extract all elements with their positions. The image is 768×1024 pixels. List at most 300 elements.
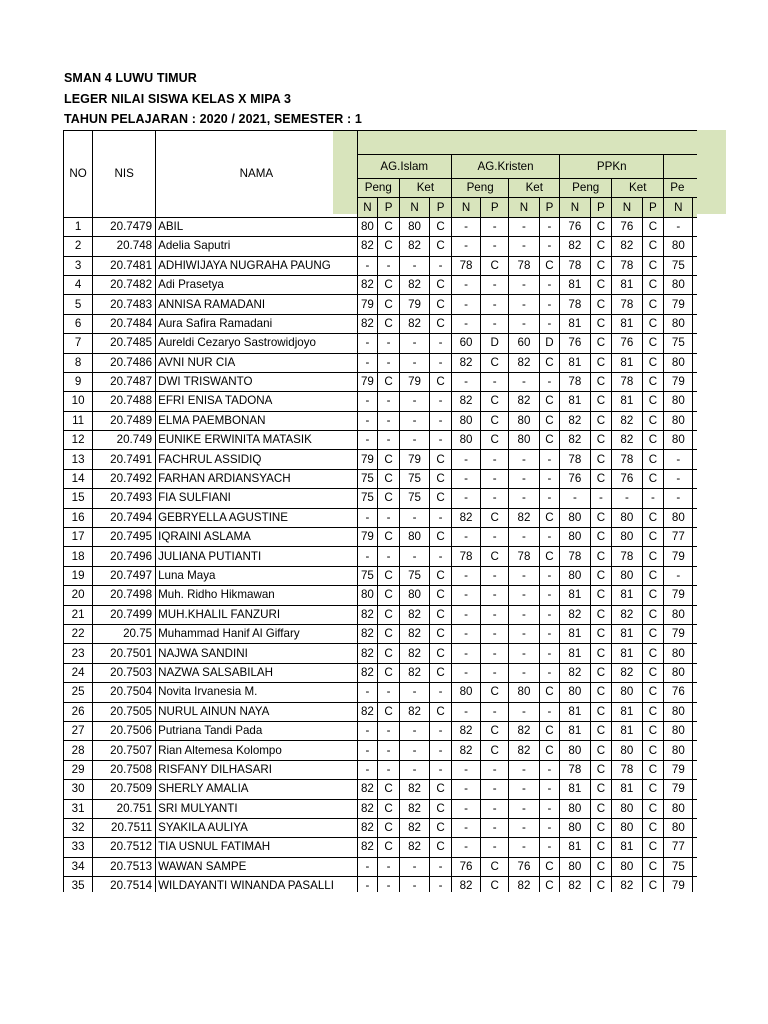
cell-nama: Putriana Tandi Pada [156,721,358,740]
cell-no: 33 [64,838,93,857]
cell-no: 10 [64,392,93,411]
cell-grade: - [539,702,560,721]
cell-grade: 82 [451,877,480,892]
cell-grade: 81 [560,838,590,857]
cell-grade: - [430,392,452,411]
cell-grade: 82 [399,818,429,837]
cell-grade: - [509,586,539,605]
cell-nis: 20.7513 [93,857,156,876]
cell-nama: Adelia Saputri [156,237,358,256]
cell-grade: - [399,508,429,527]
cell-grade: - [539,644,560,663]
table-row [64,237,698,256]
cell-blank [693,547,697,566]
cell-grade: 82 [451,353,480,372]
col-header-n: N [509,198,539,217]
table-row [64,528,698,547]
table-row [64,334,698,353]
cell-grade: - [481,489,509,508]
cell-grade: - [399,256,429,275]
cell-grade: - [481,799,509,818]
cell-grade: 75 [357,489,378,508]
cell-grade: 60 [451,334,480,353]
cell-grade: - [378,392,400,411]
cell-grade: - [509,450,539,469]
cell-grade: 82 [560,663,590,682]
cell-grade: C [378,624,400,643]
cell-grade: C [539,877,560,892]
cell-grade: - [399,411,429,430]
cell-grade: C [430,605,452,624]
cell-grade: - [539,275,560,294]
cell-grade: 78 [612,372,642,391]
cell-grade: C [378,780,400,799]
cell-grade: C [481,256,509,275]
cell-grade: 80 [612,741,642,760]
cell-grade: C [539,683,560,702]
cell-grade: - [451,295,480,314]
cell-grade: 82 [357,838,378,857]
cell-grade: - [509,469,539,488]
cell-grade: - [357,411,378,430]
cell-grade: - [451,314,480,333]
cell-grade: C [590,237,612,256]
cell-grade: C [590,469,612,488]
cell-grade: - [357,431,378,450]
cell-grade: C [378,528,400,547]
cell-no: 19 [64,566,93,585]
cell-grade: - [399,877,429,892]
cell-grade: C [378,314,400,333]
cell-grade: C [481,683,509,702]
cell-grade: 82 [509,392,539,411]
cell-grade: C [642,275,664,294]
cell-grade: C [590,566,612,585]
cell-grade: - [399,392,429,411]
cell-nama: DWI TRISWANTO [156,372,358,391]
cell-grade: C [590,683,612,702]
document-title: LEGER NILAI SISWA KELAS X MIPA 3 [64,92,292,106]
cell-nama: Novita Irvanesia M. [156,683,358,702]
cell-no: 17 [64,528,93,547]
cell-grade: - [451,372,480,391]
cell-grade: C [642,411,664,430]
cell-blank [693,295,697,314]
cell-grade: 80 [664,702,693,721]
cell-grade: 78 [451,256,480,275]
cell-blank [693,275,697,294]
cell-grade: 82 [357,275,378,294]
cell-blank [693,721,697,740]
subject-header-ag-kristen: AG.Kristen [451,155,559,179]
cell-blank [693,256,697,275]
cell-grade: C [590,838,612,857]
cell-grade: 82 [560,411,590,430]
cell-grade: 78 [560,372,590,391]
cell-grade: - [539,799,560,818]
cell-grade: 81 [612,780,642,799]
cell-nama: GEBRYELLA AGUSTINE [156,508,358,527]
cell-grade: - [481,780,509,799]
cell-grade: C [539,392,560,411]
cell-grade: - [357,857,378,876]
cell-blank [693,838,697,857]
cell-grade: 80 [664,741,693,760]
cell-grade: - [481,644,509,663]
cell-grade: C [378,663,400,682]
cell-grade: 82 [399,624,429,643]
cell-grade: 81 [560,314,590,333]
cell-grade: - [539,624,560,643]
cell-grade: 81 [612,353,642,372]
cell-nama: SYAKILA AULIYA [156,818,358,837]
sub-header-ket: Ket [509,179,560,198]
cell-no: 4 [64,275,93,294]
cell-nama: Muh. Ridho Hikmawan [156,586,358,605]
cell-grade: 80 [664,411,693,430]
cell-grade: C [642,624,664,643]
cell-nis: 20.7493 [93,489,156,508]
cell-grade: - [481,469,509,488]
cell-grade: - [481,663,509,682]
cell-grade: - [378,741,400,760]
cell-grade: C [378,237,400,256]
cell-grade: C [430,489,452,508]
cell-no: 3 [64,256,93,275]
cell-grade: C [590,857,612,876]
cell-grade: C [590,547,612,566]
cell-grade: C [642,663,664,682]
cell-grade: 82 [560,605,590,624]
cell-nama: EFRI ENISA TADONA [156,392,358,411]
cell-nama: NAJWA SANDINI [156,644,358,663]
cell-nis: 20.7498 [93,586,156,605]
cell-grade: 80 [664,431,693,450]
table-row [64,275,698,294]
cell-grade: 81 [612,275,642,294]
cell-grade: C [590,353,612,372]
cell-grade: - [430,760,452,779]
cell-no: 13 [64,450,93,469]
table-row [64,256,698,275]
sub-header-peng: Peng [357,179,399,198]
cell-grade: 80 [612,857,642,876]
cell-grade: C [430,314,452,333]
cell-grade: C [642,780,664,799]
cell-nama: Adi Prasetya [156,275,358,294]
cell-grade: 82 [612,605,642,624]
subject-header-ppkn: PPKn [560,155,664,179]
cell-grade: - [451,799,480,818]
cell-nama: FARHAN ARDIANSYACH [156,469,358,488]
cell-grade: 80 [357,586,378,605]
cell-no: 7 [64,334,93,353]
table-row [64,450,698,469]
cell-grade: - [451,760,480,779]
cell-blank [693,624,697,643]
cell-no: 21 [64,605,93,624]
cell-grade: 78 [560,256,590,275]
cell-grade: C [590,256,612,275]
cell-grade: - [509,528,539,547]
col-header-p: P [481,198,509,217]
cell-grade: C [590,644,612,663]
cell-grade: 80 [664,353,693,372]
cell-grade: C [590,741,612,760]
cell-grade: - [664,566,693,585]
cell-nama: ABIL [156,217,358,236]
cell-grade: - [539,372,560,391]
cell-grade: 82 [399,663,429,682]
cell-grade: 75 [357,469,378,488]
cell-grade: 82 [357,663,378,682]
cell-no: 30 [64,780,93,799]
cell-nama: MUH.KHALIL FANZURI [156,605,358,624]
cell-grade: 78 [612,450,642,469]
cell-grade: - [539,566,560,585]
cell-grade: 80 [509,411,539,430]
cell-grade: C [378,799,400,818]
cell-nama: RISFANY DILHASARI [156,760,358,779]
sub-header-ket: Ket [612,179,664,198]
cell-grade: 80 [664,605,693,624]
col-header-n: N [664,198,693,217]
cell-grade: - [451,624,480,643]
cell-grade: - [590,489,612,508]
cell-grade: - [642,489,664,508]
cell-grade: - [357,683,378,702]
cell-grade: - [378,508,400,527]
sub-header-pe: Pe [664,179,697,198]
cell-no: 11 [64,411,93,430]
cell-grade: C [430,450,452,469]
cell-grade: 80 [612,528,642,547]
cell-grade: C [590,508,612,527]
cell-grade: 81 [560,780,590,799]
cell-grade: C [590,392,612,411]
table-row [64,489,698,508]
cell-grade: C [642,818,664,837]
cell-grade: - [509,314,539,333]
cell-grade: - [560,489,590,508]
cell-grade: - [451,528,480,547]
cell-grade: C [642,877,664,892]
cell-grade: C [430,528,452,547]
cell-grade: C [430,818,452,837]
cell-grade: - [399,353,429,372]
cell-grade: 80 [664,392,693,411]
cell-grade: - [481,295,509,314]
cell-nama: Rian Altemesa Kolompo [156,741,358,760]
cell-grade: C [481,857,509,876]
cell-blank [693,857,697,876]
cell-grade: C [642,353,664,372]
cell-grade: 81 [612,586,642,605]
school-name: SMAN 4 LUWU TIMUR [64,71,197,85]
cell-no: 1 [64,217,93,236]
cell-nis: 20.7485 [93,334,156,353]
table-row [64,702,698,721]
cell-grade: 80 [612,683,642,702]
cell-grade: 81 [612,392,642,411]
table-row [64,314,698,333]
cell-grade: - [430,721,452,740]
cell-grade: 80 [664,275,693,294]
cell-grade: 80 [399,217,429,236]
table-row [64,838,698,857]
cell-blank [693,450,697,469]
cell-grade: C [590,217,612,236]
col-header-n: N [357,198,378,217]
table-row [64,392,698,411]
cell-nis: 20.7514 [93,877,156,892]
cell-no: 8 [64,353,93,372]
cell-grade: 78 [612,295,642,314]
cell-grade: - [539,760,560,779]
cell-nis: 20.7492 [93,469,156,488]
cell-grade: C [539,721,560,740]
cell-grade: - [430,508,452,527]
cell-grade: C [430,566,452,585]
cell-grade: C [590,799,612,818]
cell-grade: - [539,838,560,857]
col-header-nama: NAMA [156,131,358,218]
cell-grade: 82 [399,702,429,721]
cell-grade: - [539,217,560,236]
cell-grade: C [378,469,400,488]
cell-grade: 79 [664,780,693,799]
cell-no: 9 [64,372,93,391]
cell-grade: 82 [399,838,429,857]
cell-nis: 20.7483 [93,295,156,314]
cell-grade: - [378,760,400,779]
cell-nama: FACHRUL ASSIDIQ [156,450,358,469]
cell-grade: C [430,644,452,663]
cell-grade: - [509,605,539,624]
cell-grade: 60 [509,334,539,353]
cell-grade: 81 [560,586,590,605]
cell-grade: 82 [560,431,590,450]
cell-nis: 20.7484 [93,314,156,333]
cell-grade: 80 [664,314,693,333]
cell-nis: 20.7482 [93,275,156,294]
cell-grade: - [399,760,429,779]
cell-grade: 76 [451,857,480,876]
cell-blank [693,314,697,333]
cell-grade: - [612,489,642,508]
cell-grade: C [642,644,664,663]
cell-grade: C [539,857,560,876]
cell-grade: 81 [560,644,590,663]
cell-grade: - [509,663,539,682]
cell-grade: C [590,450,612,469]
cell-grade: 79 [357,372,378,391]
cell-grade: 75 [664,334,693,353]
cell-grade: - [509,372,539,391]
cell-grade: C [642,683,664,702]
cell-grade: - [481,372,509,391]
cell-grade: - [509,702,539,721]
cell-grade: 78 [612,256,642,275]
cell-blank [693,508,697,527]
cell-grade: 75 [399,469,429,488]
cell-grade: - [539,663,560,682]
cell-no: 32 [64,818,93,837]
cell-grade: 79 [664,877,693,892]
cell-grade: C [642,838,664,857]
cell-grade: 79 [664,372,693,391]
col-header-p: P [539,198,560,217]
cell-nis: 20.7486 [93,353,156,372]
cell-grade: C [430,838,452,857]
cell-grade: C [378,217,400,236]
cell-nama: TIA USNUL FATIMAH [156,838,358,857]
cell-grade: - [430,334,452,353]
cell-grade: - [509,295,539,314]
cell-grade: - [451,217,480,236]
cell-grade: - [664,450,693,469]
cell-nis: 20.7491 [93,450,156,469]
table-row [64,663,698,682]
cell-grade: 82 [612,431,642,450]
cell-grade: C [590,605,612,624]
cell-grade: C [481,547,509,566]
cell-nama: WILDAYANTI WINANDA PASALLI [156,877,358,892]
cell-grade: 80 [560,857,590,876]
cell-grade: 82 [357,818,378,837]
cell-grade: C [642,431,664,450]
cell-grade: - [539,586,560,605]
cell-blank [693,217,697,236]
cell-nama: IQRAINI ASLAMA [156,528,358,547]
cell-grade: C [430,469,452,488]
cell-grade: C [378,295,400,314]
cell-grade: 80 [357,217,378,236]
cell-nis: 20.7499 [93,605,156,624]
cell-nis: 20.7508 [93,760,156,779]
cell-grade: C [590,818,612,837]
cell-no: 25 [64,683,93,702]
cell-nis: 20.7481 [93,256,156,275]
col-header-n: N [399,198,429,217]
cell-no: 26 [64,702,93,721]
cell-grade: C [430,237,452,256]
cell-grade: C [378,702,400,721]
cell-grade: C [481,411,509,430]
cell-nis: 20.749 [93,431,156,450]
cell-grade: 79 [357,295,378,314]
cell-grade: C [642,605,664,624]
cell-grade: C [642,586,664,605]
cell-no: 22 [64,624,93,643]
cell-grade: C [642,508,664,527]
cell-grade: - [481,275,509,294]
cell-grade: - [481,838,509,857]
cell-no: 2 [64,237,93,256]
cell-grade: 82 [357,605,378,624]
cell-grade: C [642,392,664,411]
cell-grade: 80 [560,528,590,547]
cell-grade: C [378,566,400,585]
table-row [64,799,698,818]
cell-no: 15 [64,489,93,508]
cell-grade: 82 [509,353,539,372]
cell-grade: C [642,237,664,256]
cell-grade: 80 [664,721,693,740]
cell-grade: - [399,334,429,353]
cell-grade: - [451,818,480,837]
cell-grade: C [590,760,612,779]
